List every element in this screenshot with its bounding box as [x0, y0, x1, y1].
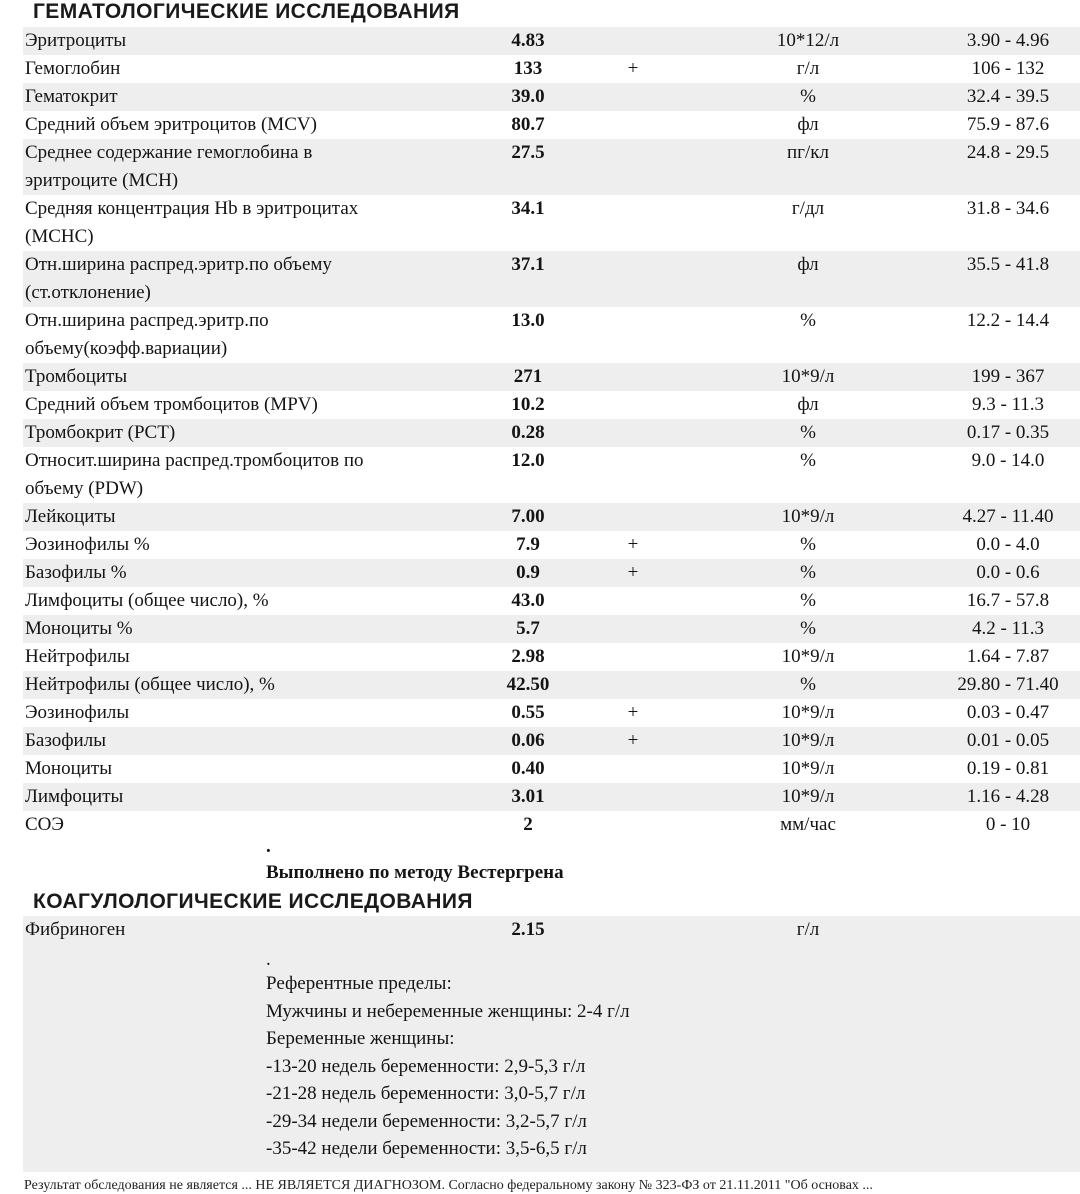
reference-range: 24.8 - 29.5	[966, 142, 1050, 163]
test-unit: 10*9/л	[781, 702, 835, 723]
test-value: 4.83	[511, 30, 545, 51]
test-name: Отн.ширина распред.эритр.по объему (ст.отклонение)	[25, 254, 332, 303]
test-unit: %	[800, 590, 816, 611]
reference-range: 9.0 - 14.0	[971, 450, 1045, 471]
table-row	[23, 916, 1080, 1172]
reference-range: 3.90 - 4.96	[966, 30, 1050, 51]
test-unit: г/л	[796, 58, 820, 79]
test-unit: 10*9/л	[781, 506, 835, 527]
test-value: 3.01	[511, 786, 545, 807]
hematology-section-title: ГЕМАТОЛОГИЧЕСКИЕ ИССЛЕДОВАНИЯ	[33, 0, 460, 23]
reference-line: -29-34 недели беременности: 3,2-5,7 г/л	[266, 1110, 587, 1132]
test-unit: г/л	[796, 919, 820, 940]
reference-range: 12.2 - 14.4	[966, 310, 1050, 331]
test-value: 43.0	[511, 590, 545, 611]
table-row	[23, 83, 1080, 111]
reference-range: 29.80 - 71.40	[957, 674, 1059, 695]
reference-range: 0.0 - 4.0	[976, 534, 1040, 555]
note-dot: .	[266, 836, 271, 857]
test-unit: %	[800, 450, 816, 471]
reference-range: 106 - 132	[971, 58, 1045, 79]
test-unit: %	[800, 310, 816, 331]
abnormal-flag: +	[627, 562, 639, 583]
reference-line: Беременные женщины:	[266, 1028, 455, 1049]
test-value: 5.7	[516, 618, 540, 639]
reference-range: 1.64 - 7.87	[966, 646, 1050, 667]
reference-range: 0 - 10	[985, 814, 1031, 835]
test-name: Лимфоциты (общее число), %	[25, 590, 269, 611]
footer-disclaimer: Результат обследования не является ... НЕ ЯВЛЯЕТСЯ ДИАГНОЗОМ. Согласно федеральному закону № 323-ФЗ от 21.11.2011 "Об основах ...	[24, 1178, 873, 1193]
reference-range: 4.27 - 11.40	[962, 506, 1054, 527]
test-name: Тромбоциты	[25, 366, 128, 387]
test-unit: %	[800, 86, 816, 107]
reference-range: 16.7 - 57.8	[966, 590, 1050, 611]
test-value: 2	[523, 814, 533, 835]
test-name: Тромбокрит (PCT)	[25, 422, 176, 443]
coagulation-table	[23, 916, 1080, 1172]
test-unit: фл	[797, 394, 819, 415]
reference-range: 4.2 - 11.3	[971, 618, 1045, 639]
test-name: Базофилы	[25, 730, 106, 751]
test-value: 34.1	[511, 198, 545, 219]
test-value: 0.9	[516, 562, 540, 583]
abnormal-flag: +	[627, 58, 639, 79]
reference-line: Референтные пределы:	[266, 973, 452, 994]
test-name: СОЭ	[25, 814, 64, 835]
table-row	[23, 307, 1080, 363]
table-row	[23, 671, 1080, 699]
test-name: Гемоглобин	[25, 58, 121, 79]
reference-range: 199 - 367	[971, 366, 1045, 387]
table-row	[23, 503, 1080, 531]
test-unit: пг/кл	[787, 142, 829, 163]
reference-line: Мужчины и небеременные женщины: 2-4 г/л	[266, 1000, 630, 1022]
test-name: Базофилы %	[25, 562, 127, 583]
reference-range: 75.9 - 87.6	[966, 114, 1050, 135]
test-name: Средний объем эритроцитов (MCV)	[25, 114, 317, 135]
table-row	[23, 55, 1080, 83]
test-value: 133	[513, 58, 543, 79]
hematology-table	[23, 27, 1080, 839]
test-unit: %	[800, 422, 816, 443]
table-row	[23, 615, 1080, 643]
test-value: 42.50	[506, 674, 550, 695]
table-row	[23, 195, 1080, 251]
table-row	[23, 559, 1080, 587]
test-name: Эозинофилы	[25, 702, 130, 723]
test-name: Среднее содержание гемоглобина в эритроците (MCH)	[25, 142, 313, 191]
reference-range: 0.01 - 0.05	[966, 730, 1050, 751]
test-unit: %	[800, 562, 816, 583]
test-unit: 10*9/л	[781, 730, 835, 751]
reference-range: 31.8 - 34.6	[966, 198, 1050, 219]
reference-notes	[266, 970, 630, 1163]
test-unit: %	[800, 618, 816, 639]
test-name: Моноциты	[25, 758, 112, 779]
test-unit: фл	[797, 114, 819, 135]
table-row	[23, 447, 1080, 503]
test-value: 7.00	[511, 506, 545, 527]
test-value: 2.15	[511, 919, 545, 940]
test-value: 13.0	[511, 310, 545, 331]
test-value: 27.5	[511, 142, 545, 163]
test-name: Лейкоциты	[25, 506, 116, 527]
test-value: 10.2	[511, 394, 545, 415]
reference-range: 0.0 - 0.6	[976, 562, 1040, 583]
test-unit: фл	[797, 254, 819, 275]
table-row	[23, 699, 1080, 727]
test-unit: 10*12/л	[776, 30, 840, 51]
test-name: Гематокрит	[25, 86, 118, 107]
test-value: 0.40	[511, 758, 545, 779]
table-row	[23, 391, 1080, 419]
table-row	[23, 419, 1080, 447]
test-value: 0.55	[511, 702, 545, 723]
reference-dot: .	[266, 949, 271, 970]
test-name: Отн.ширина распред.эритр.по объему(коэфф.вариации)	[25, 310, 269, 359]
table-row	[23, 783, 1080, 811]
test-name: Средний объем тромбоцитов (MPV)	[25, 394, 318, 415]
test-value: 39.0	[511, 86, 545, 107]
test-value: 12.0	[511, 450, 545, 471]
table-row	[23, 587, 1080, 615]
reference-range: 35.5 - 41.8	[966, 254, 1050, 275]
test-name: Эозинофилы %	[25, 534, 150, 555]
reference-range: 1.16 - 4.28	[966, 786, 1050, 807]
test-value: 7.9	[516, 534, 540, 555]
abnormal-flag: +	[627, 730, 639, 751]
test-name: Эритроциты	[25, 30, 127, 51]
reference-line: -13-20 недель беременности: 2,9-5,3 г/л	[266, 1055, 586, 1077]
reference-range: 0.03 - 0.47	[966, 702, 1050, 723]
table-row	[23, 811, 1080, 839]
test-name: Средняя концентрация Hb в эритроцитах (MCHC)	[25, 198, 359, 247]
test-unit: мм/час	[780, 814, 836, 835]
reference-range: 0.17 - 0.35	[966, 422, 1050, 443]
table-row	[23, 27, 1080, 55]
test-unit: 10*9/л	[781, 366, 835, 387]
test-value: 271	[513, 366, 543, 387]
test-name: Моноциты %	[25, 618, 133, 639]
test-name: Нейтрофилы	[25, 646, 130, 667]
test-name: Фибриноген	[25, 919, 126, 940]
test-unit: %	[800, 534, 816, 555]
test-unit: 10*9/л	[781, 646, 835, 667]
table-row	[23, 363, 1080, 391]
test-name: Относит.ширина распред.тромбоцитов по объему (PDW)	[25, 450, 364, 499]
test-name: Нейтрофилы (общее число), %	[25, 674, 275, 695]
coagulation-section-title: КОАГУЛОЛОГИЧЕСКИЕ ИССЛЕДОВАНИЯ	[33, 890, 473, 913]
test-unit: г/дл	[791, 198, 825, 219]
reference-line: -35-42 недели беременности: 3,5-6,5 г/л	[266, 1138, 587, 1159]
method-note: Выполнено по методу Вестергрена	[266, 862, 564, 883]
test-value: 2.98	[511, 646, 545, 667]
table-row	[23, 727, 1080, 755]
reference-range: 0.19 - 0.81	[966, 758, 1050, 779]
abnormal-flag: +	[627, 702, 639, 723]
reference-range: 9.3 - 11.3	[971, 394, 1045, 415]
reference-line: -21-28 недель беременности: 3,0-5,7 г/л	[266, 1083, 586, 1104]
reference-range: 32.4 - 39.5	[966, 86, 1050, 107]
test-name: Лимфоциты	[25, 786, 124, 807]
test-unit: 10*9/л	[781, 758, 835, 779]
test-value: 37.1	[511, 254, 545, 275]
table-row	[23, 251, 1080, 307]
test-value: 0.06	[511, 730, 545, 751]
table-row	[23, 755, 1080, 783]
test-unit: 10*9/л	[781, 786, 835, 807]
table-row	[23, 531, 1080, 559]
table-row	[23, 139, 1080, 195]
test-value: 80.7	[511, 114, 545, 135]
test-unit: %	[800, 674, 816, 695]
table-row	[23, 111, 1080, 139]
abnormal-flag: +	[627, 534, 639, 555]
table-row	[23, 643, 1080, 671]
test-value: 0.28	[511, 422, 545, 443]
